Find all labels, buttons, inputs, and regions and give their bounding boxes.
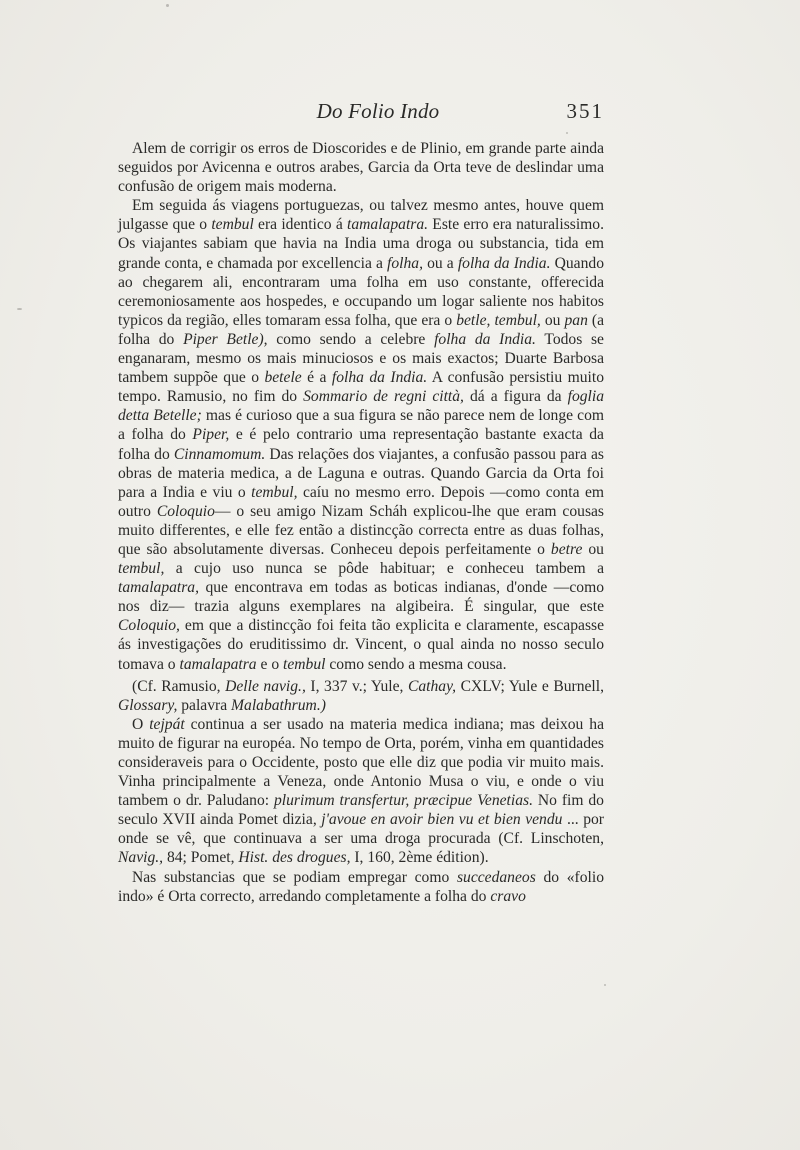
paper-speck (17, 308, 22, 310)
text-run: Todos se enganaram, mesmo os mais minuciosos e os mais exactos; Duarte Barbosa tambem suppõe que o (118, 330, 604, 387)
italic-text: tamalapatra (179, 655, 257, 673)
text-run: e é pelo contrario uma representação bastante exacta da folha do (118, 426, 604, 463)
page-number: 351 (566, 99, 604, 123)
paragraph-p4 (118, 715, 604, 868)
text-run: Alem de corrigir os erros de Dioscorides e de Plinio, em grande parte ainda seguidos por Avicenna e outros arabes, Garcia da Orta teve de deslindar uma confusão de origem mais moderna. (118, 140, 604, 196)
text-run: A confusão persistiu muito tempo. Ramusio, no fim do (118, 369, 605, 406)
text-run: como sendo a celebre (267, 330, 435, 348)
italic-text: folha, (387, 254, 423, 272)
text-run: ou (540, 311, 565, 329)
italic-text: tembul, (251, 483, 298, 501)
text-run: dá a figura da (463, 388, 568, 406)
italic-text: j'avoue en avoir bien vu et bien vendu (321, 811, 563, 829)
text-run: O (132, 715, 150, 733)
italic-text: pan (564, 311, 588, 329)
text-run: CXLV; Yule e Burnell, (456, 677, 604, 695)
text-run: (Cf. Ramusio, (132, 677, 226, 695)
italic-text: foglia detta Betelle; (118, 388, 604, 425)
text-run: do «folio indo» é Orta correcto, arredando completamente a folha do (118, 868, 604, 905)
text-run: palavra (177, 696, 232, 714)
text-run: era identico á (253, 216, 348, 234)
text-run: como sendo a mesma cousa. (325, 655, 507, 673)
text-run: Das relações dos viajantes, a confusão passou para as obras de materia medica, a de Laguna e outras. Quando Garcia da Orta foi para a India e viu o (118, 445, 604, 501)
italic-text: betre (550, 540, 583, 558)
text-run: — o seu amigo Nizam Scháh explicou-lhe que eram cousas muito differentes, e elle fez então a distincção correcta entre as duas folhas, que são absolutamente diversas. Conheceu depois perfeitamente o (118, 502, 604, 558)
text-run: I, 337 v.; Yule, (305, 677, 408, 695)
paragraph-p3 (118, 677, 604, 715)
text-run: I, 160, 2ème édition). (350, 849, 489, 867)
text-run: caíu no mesmo erro. Depois —como conta em outro (118, 483, 604, 520)
italic-text: folha da India. (331, 369, 428, 387)
italic-text: Cathay, (407, 677, 457, 695)
text-run: Este erro era naturalissimo. Os viajantes sabiam que havia na India uma droga ou substancia, tida em grande conta, e chamada por excellencia a (118, 216, 604, 272)
body-text (118, 139, 604, 906)
italic-text: tembul (211, 216, 254, 234)
text-run: ou (582, 540, 604, 558)
italic-text: succedaneos (456, 868, 536, 886)
italic-text: betle, tembul, (456, 311, 541, 329)
paragraph-p2 (118, 196, 604, 673)
text-run: mas é curioso que a sua figura se não parece nem de longe com a folha do (118, 407, 605, 444)
text-run: ... por onde se vê, que continuava a ser uma droga procurada (Cf. Linschoten, (118, 811, 604, 848)
italic-text: folha da India. (434, 330, 536, 348)
italic-text: tamalapatra, (118, 579, 200, 597)
italic-text: Coloquio (156, 502, 215, 520)
italic-text: Navig., (118, 849, 164, 867)
italic-text: cravo (490, 887, 526, 905)
italic-text: tembul, (118, 560, 165, 578)
italic-text: folha da India. (457, 254, 551, 272)
italic-text: Malabathrum.) (231, 696, 326, 714)
text-run: Em seguida ás viagens portuguezas, ou talvez mesmo antes, houve quem julgasse que o (118, 197, 604, 234)
text-run: a cujo uso nunca se pôde habituar; e conheceu tambem a (164, 560, 604, 578)
italic-text: Piper Betle), (183, 330, 268, 348)
text-run: continua a ser usado na materia medica indiana; mas deixou ha muito de figurar na européa. No tempo de Orta, porém, vinha em quantidades consideraveis para o Occidente, posto que elle diz que podia vir muito mais. Vinha principalmente a Veneza, onde Antonio Musa o viu, e onde o viu tambem o dr. Paludano: (118, 715, 604, 810)
paper-speck (566, 132, 568, 134)
italic-text: betele (264, 369, 302, 387)
text-run: é a (301, 369, 332, 387)
text-run: No fim do seculo XVII ainda Pomet dizia, (118, 792, 604, 829)
italic-text: tembul (283, 655, 326, 673)
running-head-title: Do Folio Indo (316, 99, 440, 123)
italic-text: Hist. des drogues, (238, 849, 351, 867)
paragraph-p5 (118, 868, 604, 906)
italic-text: Piper, (192, 426, 230, 444)
italic-text: plurimum transfertur, præcipue Venetias. (274, 792, 533, 810)
text-run: que encontrava em todas as boticas indianas, d'onde —como nos diz— trazia alguns exemplares na algibeira. É singular, que este (118, 579, 604, 616)
italic-text: Cinnamomum. (173, 445, 266, 463)
italic-text: Sommario de regni città, (303, 388, 464, 406)
text-run: e o (256, 655, 284, 673)
running-head (118, 96, 604, 126)
text-run: (a folha do (118, 311, 605, 348)
italic-text: Coloquio, (118, 617, 180, 635)
italic-text: tejpát (149, 715, 185, 733)
text-run: Quando ao chegarem ali, encontraram uma folha em uso constante, offerecida ceremoniosamente aos hospedes, e occupando um logar saliente nos habitos typicos da região, elles tomaram essa folha, que era o (118, 254, 604, 329)
text-run: ou a (422, 254, 458, 272)
italic-text: tamalapatra. (347, 216, 429, 234)
text-run: em que a distincção foi feita tão explicita e claramente, escapasse ás investigações do eruditissimo dr. Vincent, o qual ainda no nosso seculo tomava o (118, 617, 604, 673)
paper-speck (604, 984, 606, 986)
text-run: Nas substancias que se podiam empregar como (132, 868, 457, 886)
paper-speck (166, 4, 169, 7)
italic-text: Delle navig., (225, 677, 306, 695)
text-run: 84; Pomet, (163, 849, 239, 867)
italic-text: Glossary, (118, 696, 178, 714)
paragraph-p1 (118, 139, 604, 196)
